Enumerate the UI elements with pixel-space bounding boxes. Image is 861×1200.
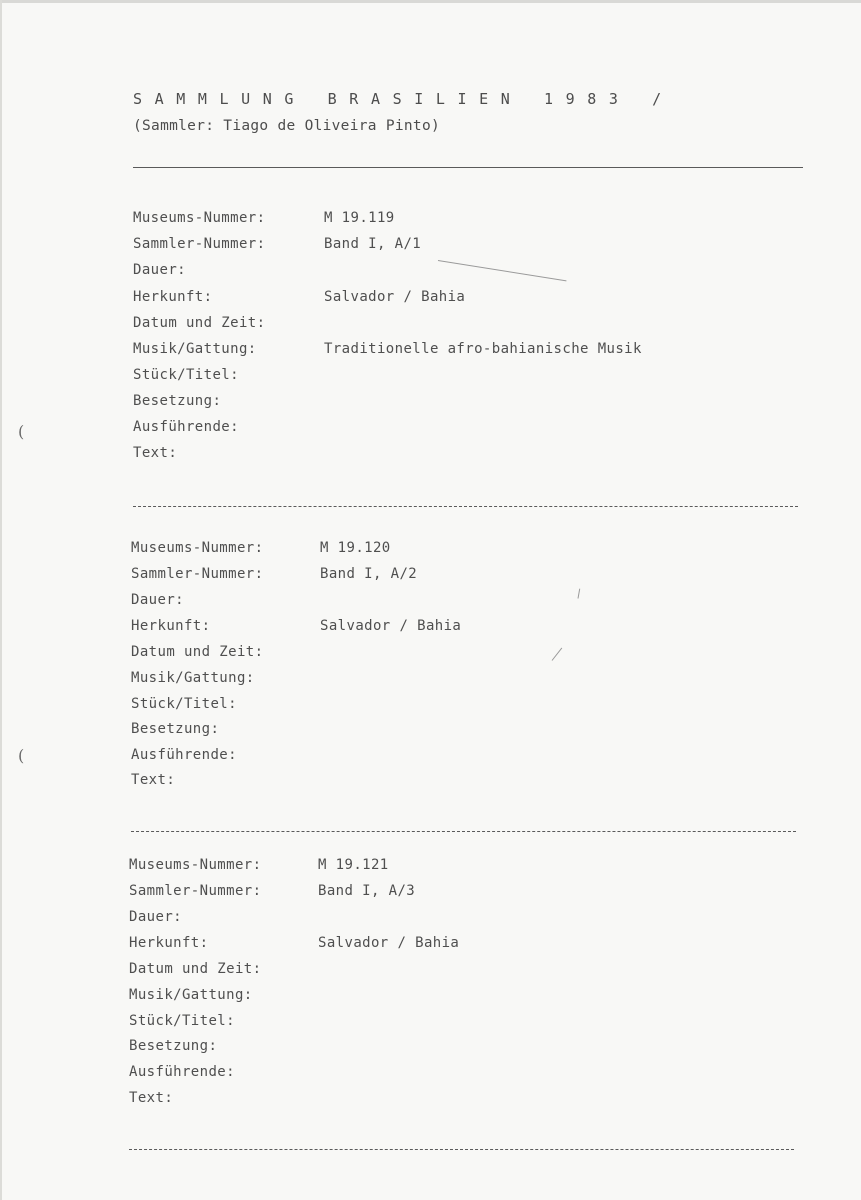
pencil-stroke <box>552 648 563 661</box>
field-value: Traditionelle afro-bahianische Musik <box>324 341 642 357</box>
field-label: Dauer: <box>133 262 186 278</box>
field-label: Ausführende: <box>133 419 239 435</box>
field-label: Sammler-Nummer: <box>129 883 262 899</box>
field-label: Stück/Titel: <box>131 696 237 712</box>
pencil-stroke <box>438 260 567 281</box>
field-label: Dauer: <box>129 909 182 925</box>
field-label: Ausführende: <box>131 747 237 763</box>
page-left-edge <box>0 0 2 1200</box>
field-label: Herkunft: <box>133 289 213 305</box>
punch-hole-mark: ( <box>18 746 25 765</box>
field-value: Band I, A/3 <box>318 883 416 899</box>
field-value: Salvador / Bahia <box>318 935 460 951</box>
field-value: M 19.119 <box>324 210 395 226</box>
punch-hole-mark: ( <box>18 422 25 441</box>
field-label: Museums-Nummer: <box>129 857 262 873</box>
field-value: Salvador / Bahia <box>324 289 466 305</box>
field-value: M 19.120 <box>320 540 391 556</box>
field-label: Herkunft: <box>129 935 209 951</box>
header-divider <box>133 167 803 168</box>
field-value: M 19.121 <box>318 857 389 873</box>
page-subtitle: (Sammler: Tiago de Oliveira Pinto) <box>133 118 441 134</box>
field-label: Besetzung: <box>131 721 220 737</box>
field-value: Salvador / Bahia <box>320 618 462 634</box>
field-label: Datum und Zeit: <box>129 961 262 977</box>
field-value: Band I, A/1 <box>324 236 422 252</box>
field-label: Musik/Gattung: <box>131 670 255 686</box>
field-label: Text: <box>133 445 178 461</box>
pencil-stroke <box>578 589 581 599</box>
field-label: Musik/Gattung: <box>129 987 253 1003</box>
field-label: Musik/Gattung: <box>133 341 257 357</box>
field-label: Ausführende: <box>129 1064 235 1080</box>
field-label: Datum und Zeit: <box>133 315 266 331</box>
field-label: Sammler-Nummer: <box>131 566 264 582</box>
record-divider <box>133 506 798 507</box>
field-label: Museums-Nummer: <box>131 540 264 556</box>
field-label: Stück/Titel: <box>129 1013 235 1029</box>
field-label: Sammler-Nummer: <box>133 236 266 252</box>
field-value: Band I, A/2 <box>320 566 418 582</box>
page-top-edge <box>0 0 861 3</box>
field-label: Text: <box>129 1090 174 1106</box>
field-label: Herkunft: <box>131 618 211 634</box>
record-divider <box>131 831 796 832</box>
field-label: Besetzung: <box>133 393 222 409</box>
field-label: Museums-Nummer: <box>133 210 266 226</box>
page-title: SAMMLUNG BRASILIEN 1983 / <box>133 90 674 108</box>
record-divider <box>129 1149 794 1150</box>
field-label: Text: <box>131 772 176 788</box>
field-label: Stück/Titel: <box>133 367 239 383</box>
field-label: Besetzung: <box>129 1038 218 1054</box>
field-label: Datum und Zeit: <box>131 644 264 660</box>
field-label: Dauer: <box>131 592 184 608</box>
